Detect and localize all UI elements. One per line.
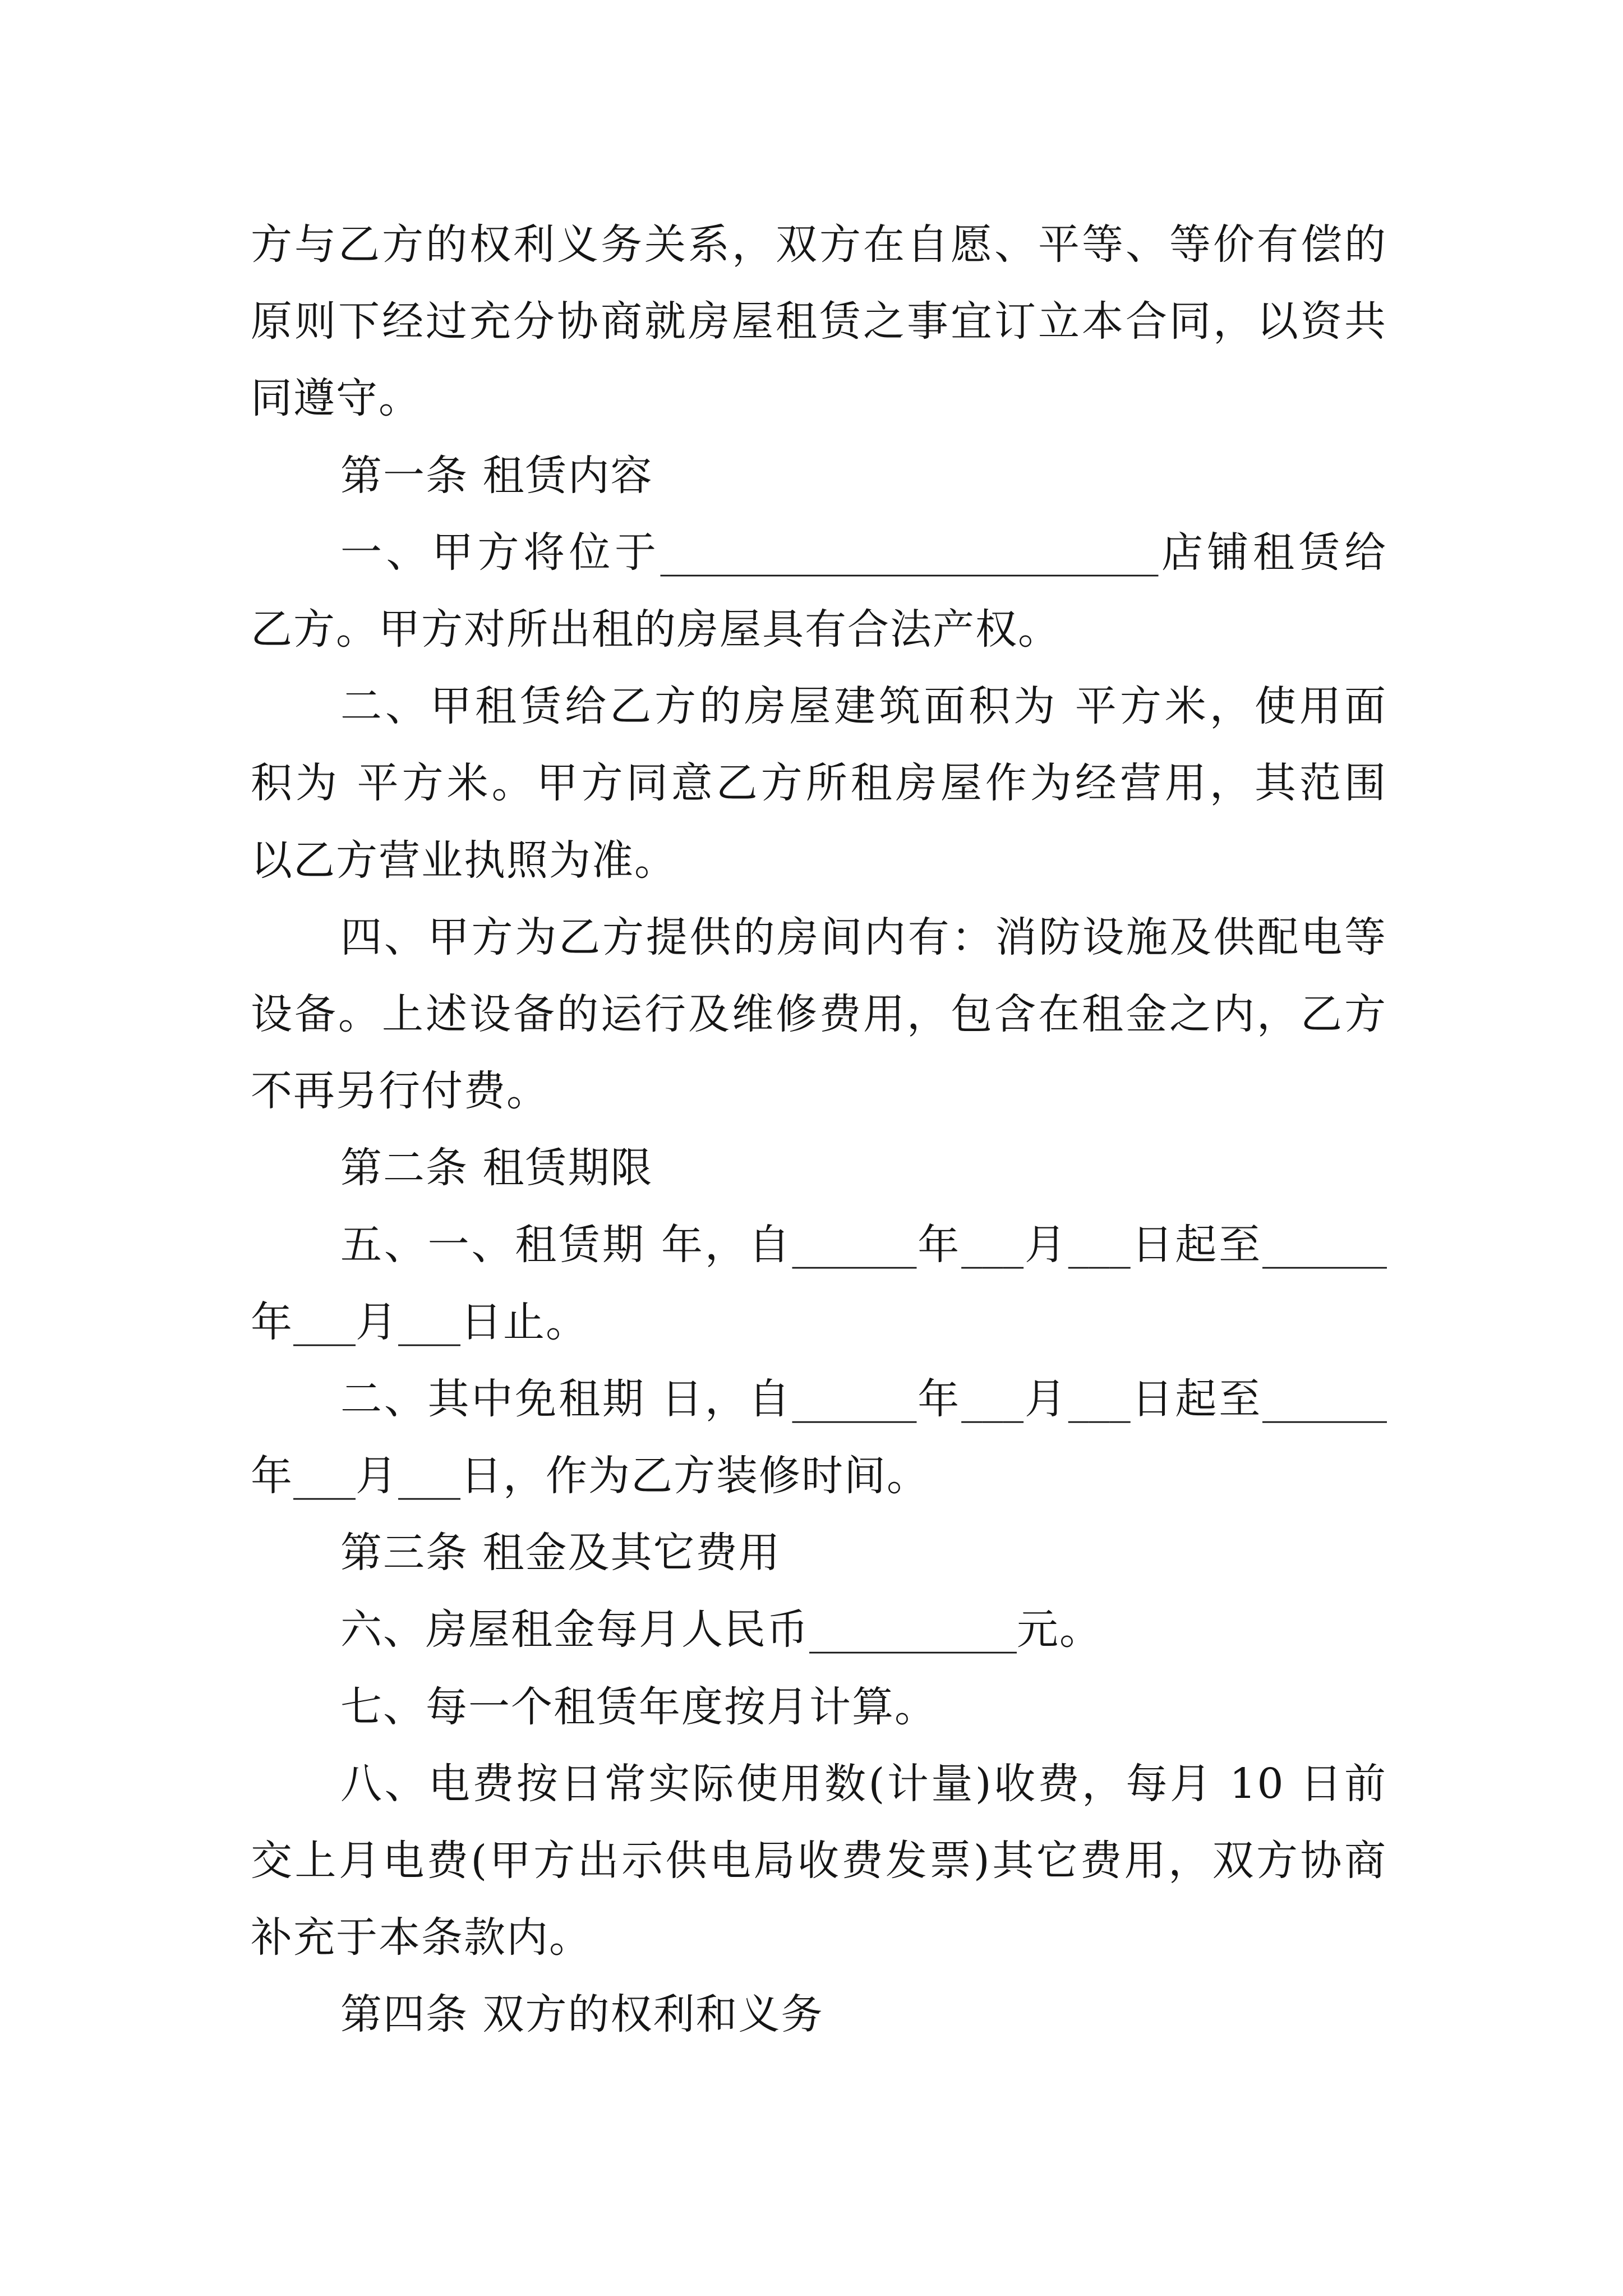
text-line bbox=[251, 1591, 1387, 1668]
fill-in-blank: __________ bbox=[809, 1605, 1017, 1654]
contract-page bbox=[251, 206, 1387, 2054]
text-segment: 日起至 bbox=[1130, 1374, 1263, 1423]
article-heading: 第三条 租金及其它费用 bbox=[340, 1529, 781, 1577]
text-line bbox=[251, 514, 1387, 591]
text-segment: 元。 bbox=[1017, 1605, 1102, 1654]
clause-paragraph bbox=[251, 1746, 1387, 1977]
text-segment: 年 bbox=[251, 1297, 293, 1346]
clause-paragraph bbox=[251, 1361, 1387, 1515]
text-segment: 月 bbox=[356, 1297, 398, 1346]
article-4-section bbox=[251, 1976, 1387, 2053]
text-line bbox=[251, 1438, 1387, 1515]
clause-paragraph bbox=[251, 514, 1387, 668]
text-line: 补充于本条款内。 bbox=[251, 1913, 592, 1962]
text-line: 方与乙方的权利义务关系，双方在自愿、平等、等价有偿的 bbox=[251, 220, 1387, 269]
fill-in-blank: ______ bbox=[1262, 1221, 1387, 1269]
fill-in-blank: ______ bbox=[1262, 1374, 1387, 1423]
text-segment: 年 bbox=[916, 1221, 962, 1269]
fill-in-blank: ______ bbox=[792, 1221, 917, 1269]
fill-in-blank: ___ bbox=[398, 1297, 460, 1346]
text-segment: 六、房屋租金每月人民币 bbox=[340, 1605, 809, 1654]
fill-in-blank: ___ bbox=[1068, 1221, 1131, 1269]
article-heading: 第一条 租赁内容 bbox=[340, 451, 653, 500]
clause-paragraph bbox=[251, 899, 1387, 1130]
text-segment: 年 bbox=[251, 1452, 293, 1500]
article-1-section bbox=[251, 438, 1387, 514]
text-line: 设备。上述设备的运行及维修费用，包含在租金之内，乙方 bbox=[251, 990, 1387, 1038]
fill-in-blank: ___ bbox=[961, 1221, 1024, 1269]
fill-in-blank: ______ bbox=[792, 1374, 917, 1423]
article-heading: 第二条 租赁期限 bbox=[340, 1144, 653, 1193]
text-segment: 一、甲方将位于 bbox=[340, 528, 661, 577]
continued-paragraph bbox=[251, 206, 1387, 438]
text-segment: 五、一、租赁期 年，自 bbox=[340, 1221, 792, 1269]
article-2-section bbox=[251, 1130, 1387, 1207]
clause-paragraph bbox=[251, 668, 1387, 899]
text-line: 二、甲租赁给乙方的房屋建筑面积为 平方米，使用面 bbox=[340, 682, 1387, 731]
fill-in-blank: ___ bbox=[293, 1297, 356, 1346]
text-segment: 日止。 bbox=[460, 1297, 588, 1346]
article-heading: 第四条 双方的权利和义务 bbox=[340, 1990, 824, 2039]
text-segment: 二、其中免租期 日，自 bbox=[340, 1374, 792, 1423]
text-line: 以乙方营业执照为准。 bbox=[251, 836, 677, 885]
text-segment: 店铺租赁给 bbox=[1158, 528, 1387, 577]
fill-in-blank: ___ bbox=[1068, 1374, 1131, 1423]
text-line: 积为 平方米。甲方同意乙方所租房屋作为经营用，其范围 bbox=[251, 759, 1387, 808]
fill-in-blank: ________________________ bbox=[660, 528, 1159, 577]
text-line bbox=[251, 1284, 1387, 1361]
text-line: 原则下经过充分协商就房屋租赁之事宜订立本合同，以资共 bbox=[251, 297, 1387, 346]
text-segment: 月 bbox=[356, 1452, 398, 1500]
clause-paragraph bbox=[251, 1591, 1387, 1668]
text-line: 交上月电费(甲方出示供电局收费发票)其它费用，双方协商 bbox=[251, 1836, 1387, 1885]
fill-in-blank: ___ bbox=[293, 1452, 356, 1500]
text-segment: 月 bbox=[1023, 1221, 1068, 1269]
clause-paragraph bbox=[251, 1207, 1387, 1360]
text-segment: 年 bbox=[916, 1374, 962, 1423]
fill-in-blank: ___ bbox=[398, 1452, 460, 1500]
fill-in-blank: ___ bbox=[961, 1374, 1024, 1423]
text-line bbox=[251, 1361, 1387, 1438]
article-3-section bbox=[251, 1515, 1387, 1591]
text-line bbox=[251, 1207, 1387, 1283]
text-line: 不再另行付费。 bbox=[251, 1067, 549, 1116]
text-segment: 日，作为乙方装修时间。 bbox=[460, 1452, 929, 1500]
text-segment: 月 bbox=[1023, 1374, 1068, 1423]
text-line: 八、电费按日常实际使用数(计量)收费，每月 10 日前 bbox=[340, 1759, 1387, 1808]
text-line: 七、每一个租赁年度按月计算。 bbox=[340, 1682, 937, 1731]
text-segment: 日起至 bbox=[1130, 1221, 1263, 1269]
clause-paragraph bbox=[251, 1669, 1387, 1746]
text-line: 同遵守。 bbox=[251, 374, 421, 423]
text-line: 四、甲方为乙方提供的房间内有：消防设施及供配电等 bbox=[340, 913, 1387, 961]
text-line: 乙方。甲方对所出租的房屋具有合法产权。 bbox=[251, 605, 1061, 654]
